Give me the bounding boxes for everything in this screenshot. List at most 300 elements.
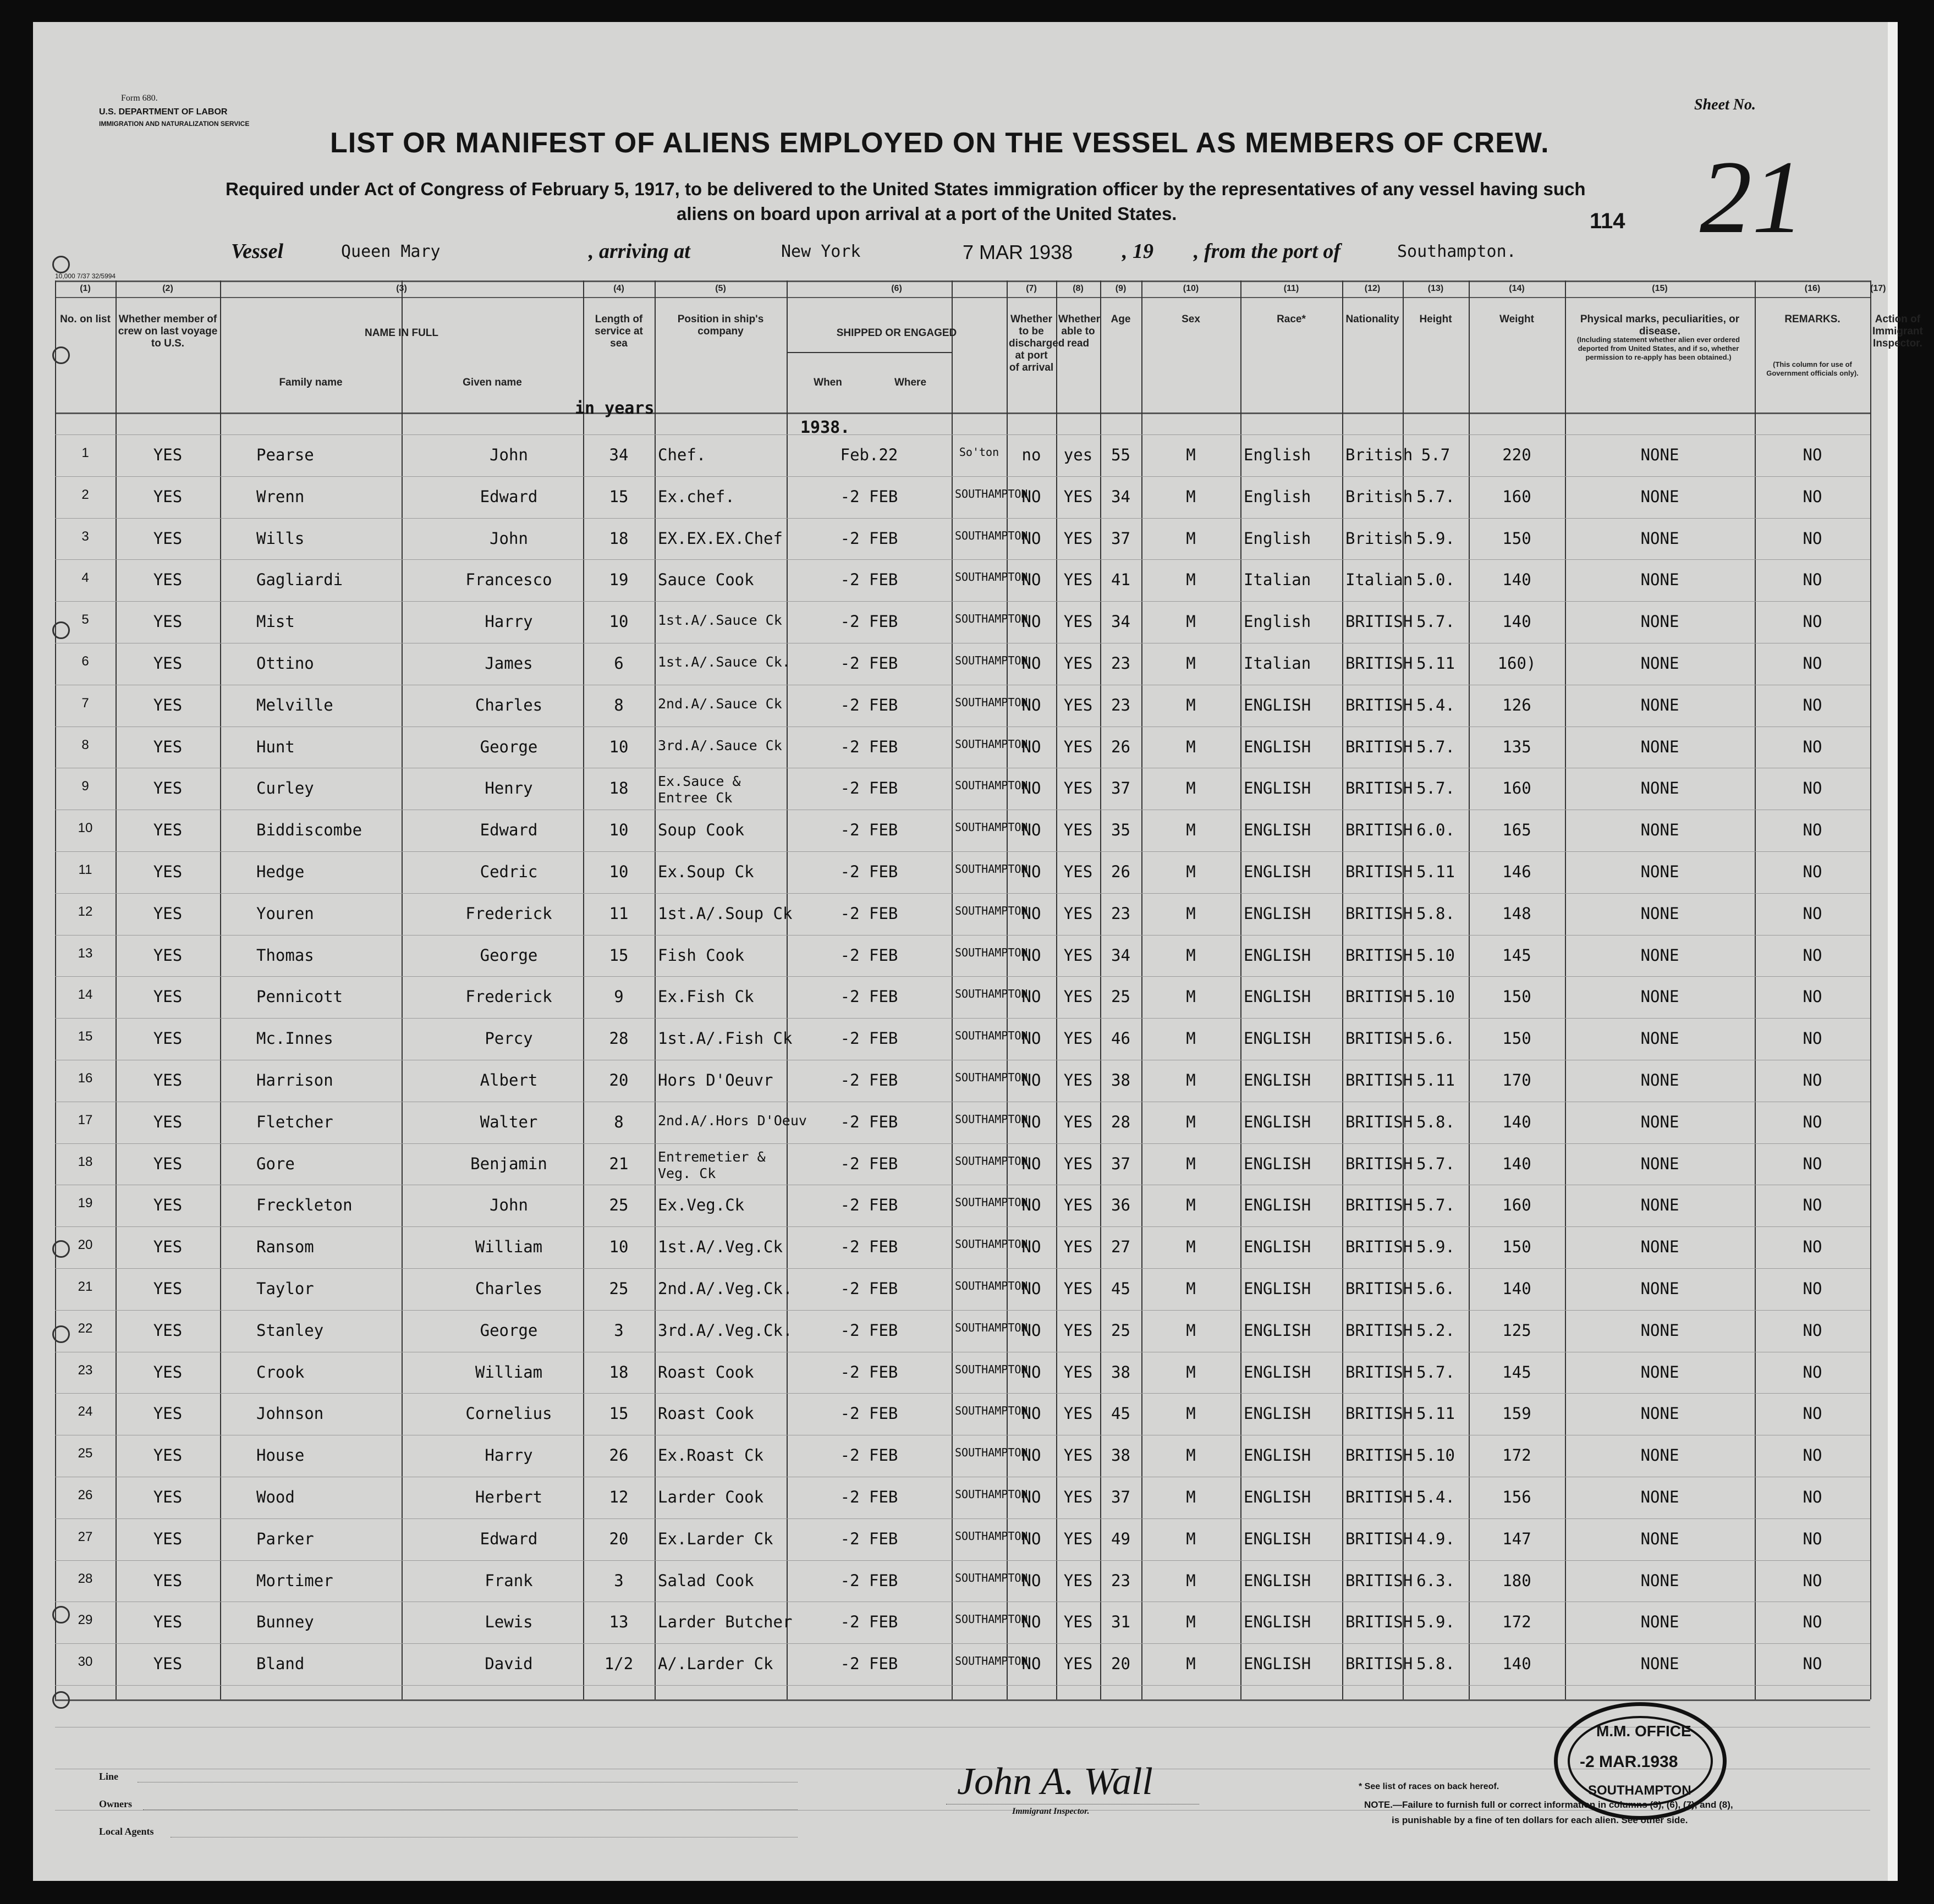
- given-name-header: Given name: [463, 377, 522, 388]
- cell-sex: M: [1186, 1196, 1196, 1215]
- cell-disch: NO: [1021, 1237, 1041, 1257]
- cell-remarks: NO: [1803, 654, 1822, 673]
- cell-where: SOUTHAMPTON: [955, 529, 1028, 542]
- cell-race: ENGLISH: [1244, 987, 1311, 1006]
- cell-age: 45: [1111, 1404, 1130, 1423]
- family-name-header: Family name: [279, 377, 343, 388]
- cell-where: SOUTHAMPTON: [955, 1488, 1028, 1501]
- cell-height: 5.0.: [1416, 570, 1455, 590]
- cell-sex: M: [1186, 1154, 1196, 1173]
- cell-read: YES: [1063, 1237, 1093, 1257]
- cell-height: 5.4.: [1416, 695, 1455, 714]
- column-header: Whether able to read: [1058, 313, 1100, 349]
- cell-disch: NO: [1021, 1279, 1041, 1298]
- cell-age: 27: [1111, 1237, 1130, 1257]
- cell-service: 15: [609, 1404, 629, 1423]
- cell-family: Gore: [256, 1154, 295, 1173]
- cell-no: 3: [81, 529, 89, 544]
- cell-weight: 220: [1502, 445, 1531, 464]
- manifest-subtitle-2: aliens on board upon arrival at a port of the United States.: [677, 203, 1177, 224]
- row-rule: [55, 1143, 1870, 1144]
- cell-read: YES: [1063, 570, 1093, 590]
- cell-nat: BRITISH: [1345, 612, 1413, 631]
- cell-age: 23: [1111, 654, 1130, 673]
- cell-race: ENGLISH: [1244, 1029, 1311, 1048]
- row-rule: [55, 1268, 1870, 1269]
- cell-where: SOUTHAMPTON: [955, 695, 1028, 709]
- cell-weight: 159: [1502, 1404, 1531, 1423]
- cell-given: Walter: [480, 1112, 538, 1131]
- column-rule: [1870, 280, 1871, 1699]
- cell-race: ENGLISH: [1244, 1488, 1311, 1506]
- column-rule: [116, 280, 117, 1699]
- cell-disch: NO: [1021, 695, 1041, 714]
- cell-weight: 145: [1502, 945, 1531, 965]
- cell-nat: BRITISH: [1345, 1404, 1413, 1423]
- cell-read: YES: [1063, 612, 1093, 631]
- cell-position: Ex.Sauce & Entree Ck: [658, 773, 741, 806]
- cell-weight: 146: [1502, 862, 1531, 881]
- cell-race: ENGLISH: [1244, 695, 1311, 714]
- cell-given: Harry: [485, 1446, 533, 1465]
- cell-position: Salad Cook: [658, 1571, 754, 1590]
- column-header: Weight: [1499, 313, 1534, 325]
- cell-marks: NONE: [1640, 487, 1679, 506]
- cell-height: 5.6.: [1416, 1029, 1455, 1048]
- cell-no: 6: [81, 654, 89, 669]
- cell-sex: M: [1186, 1362, 1196, 1382]
- cell-race: ENGLISH: [1244, 1362, 1311, 1382]
- races-note: * See list of races on back hereof.: [1359, 1782, 1499, 1791]
- cell-height: 6.3.: [1416, 1571, 1455, 1590]
- cell-nat: BRITISH: [1345, 1529, 1413, 1548]
- cell-last: YES: [153, 1529, 183, 1548]
- cell-disch: NO: [1021, 1404, 1041, 1423]
- cell-given: Charles: [475, 695, 543, 714]
- cell-read: YES: [1063, 1362, 1093, 1382]
- cell-no: 9: [81, 779, 89, 794]
- cell-sex: M: [1186, 1613, 1196, 1632]
- cell-age: 25: [1111, 987, 1130, 1006]
- cell-where: SOUTHAMPTON: [955, 1613, 1028, 1626]
- cell-sex: M: [1186, 529, 1196, 548]
- cell-marks: NONE: [1640, 737, 1679, 756]
- row-rule: [55, 476, 1870, 477]
- cell-weight: 140: [1502, 1279, 1531, 1298]
- cell-given: Frederick: [465, 987, 552, 1006]
- cell-where: SOUTHAMPTON: [955, 737, 1028, 751]
- cell-sex: M: [1186, 570, 1196, 590]
- cell-position: 2nd.A/.Hors D'Oeuv: [658, 1112, 807, 1129]
- cell-service: 25: [609, 1279, 629, 1298]
- cell-service: 10: [609, 612, 629, 631]
- cell-when: -2 FEB: [840, 1154, 898, 1173]
- cell-given: Harry: [485, 612, 533, 631]
- cell-remarks: NO: [1803, 904, 1822, 923]
- cell-disch: NO: [1021, 1112, 1041, 1131]
- cell-when: -2 FEB: [840, 529, 898, 548]
- cell-disch: NO: [1021, 1613, 1041, 1632]
- cell-where: SOUTHAMPTON: [955, 779, 1028, 793]
- cell-disch: NO: [1021, 1362, 1041, 1382]
- cell-read: YES: [1063, 654, 1093, 673]
- cell-remarks: NO: [1803, 1112, 1822, 1131]
- cell-service: 9: [614, 987, 624, 1006]
- cell-position: Roast Cook: [658, 1362, 754, 1382]
- cell-remarks: NO: [1803, 1320, 1822, 1340]
- cell-read: YES: [1063, 1571, 1093, 1590]
- cell-given: William: [475, 1237, 543, 1257]
- cell-sex: M: [1186, 487, 1196, 506]
- cell-where: SOUTHAMPTON: [955, 487, 1028, 500]
- cell-marks: NONE: [1640, 1071, 1679, 1089]
- arriving-label: , arriving at: [589, 240, 690, 263]
- cell-nat: BRITISH: [1345, 1571, 1413, 1590]
- cell-when: -2 FEB: [840, 737, 898, 756]
- cell-given: David: [485, 1654, 533, 1674]
- cell-marks: NONE: [1640, 779, 1679, 798]
- cell-race: ENGLISH: [1244, 862, 1311, 881]
- cell-service: 20: [609, 1071, 629, 1089]
- cell-family: Harrison: [256, 1071, 333, 1089]
- cell-service: 19: [609, 570, 629, 590]
- cell-read: YES: [1063, 737, 1093, 756]
- cell-family: Mc.Innes: [256, 1029, 333, 1048]
- cell-marks: NONE: [1640, 529, 1679, 548]
- from-port-label: , from the port of: [1194, 240, 1341, 263]
- cell-where: SOUTHAMPTON: [955, 945, 1028, 959]
- cell-disch: NO: [1021, 904, 1041, 923]
- cell-service: 15: [609, 487, 629, 506]
- cell-when: -2 FEB: [840, 1362, 898, 1382]
- cell-remarks: NO: [1803, 987, 1822, 1006]
- cell-last: YES: [153, 1112, 183, 1131]
- column-rule: [952, 280, 953, 1699]
- manifest-sheet: [33, 22, 1923, 1881]
- cell-weight: 160: [1502, 1196, 1531, 1215]
- row-rule: [55, 893, 1870, 894]
- column-number: (14): [1509, 284, 1525, 293]
- cell-remarks: NO: [1803, 570, 1822, 590]
- line-label: Line: [99, 1771, 119, 1782]
- cell-race: Italian: [1244, 570, 1311, 590]
- cell-nat: BRITISH: [1345, 821, 1413, 840]
- cell-when: -2 FEB: [840, 1237, 898, 1257]
- cell-read: YES: [1063, 1654, 1093, 1674]
- punch-hole: [52, 256, 70, 273]
- column-rule: [1755, 280, 1756, 1699]
- cell-position: Chef.: [658, 445, 706, 464]
- cell-given: George: [480, 1320, 538, 1340]
- cell-where: SOUTHAMPTON: [955, 862, 1028, 876]
- cell-service: 1/2: [604, 1654, 634, 1674]
- column-header: Whether to be discharged at port of arrival: [1009, 313, 1065, 373]
- cell-read: YES: [1063, 1488, 1093, 1506]
- cell-disch: NO: [1021, 862, 1041, 881]
- cell-marks: NONE: [1640, 1613, 1679, 1632]
- cell-no: 16: [78, 1071, 93, 1086]
- cell-sex: M: [1186, 779, 1196, 798]
- cell-read: YES: [1063, 945, 1093, 965]
- cell-disch: NO: [1021, 612, 1041, 631]
- cell-marks: NONE: [1640, 612, 1679, 631]
- column-number: (6): [891, 284, 902, 293]
- cell-service: 11: [609, 904, 629, 923]
- cell-no: 10: [78, 821, 93, 836]
- shipped-engaged-divider: [787, 352, 952, 353]
- cell-where: SOUTHAMPTON: [955, 1404, 1028, 1418]
- cell-read: yes: [1063, 445, 1093, 464]
- cell-height: 5.10: [1416, 987, 1455, 1006]
- cell-read: YES: [1063, 987, 1093, 1006]
- cell-where: SOUTHAMPTON: [955, 1237, 1028, 1251]
- cell-marks: NONE: [1640, 987, 1679, 1006]
- cell-given: Benjamin: [470, 1154, 547, 1173]
- fine-note-2: is punishable by a fine of ten dollars for each alien. See other side.: [1392, 1815, 1688, 1825]
- cell-where: So'ton: [959, 445, 999, 459]
- cell-read: YES: [1063, 862, 1093, 881]
- cell-marks: NONE: [1640, 445, 1679, 464]
- cell-last: YES: [153, 1362, 183, 1382]
- cell-marks: NONE: [1640, 904, 1679, 923]
- cell-family: Mortimer: [256, 1571, 333, 1590]
- column-number: (2): [162, 284, 173, 293]
- cell-service: 28: [609, 1029, 629, 1048]
- cell-remarks: NO: [1803, 1237, 1822, 1257]
- cell-height: 5.11: [1416, 654, 1455, 673]
- cell-nat: British: [1345, 529, 1413, 548]
- form-service: IMMIGRATION AND NATURALIZATION SERVICE: [99, 120, 250, 128]
- fine-note-1: NOTE.—Failure to furnish full or correct information in columns (3), (6), (7), and (8),: [1364, 1800, 1733, 1810]
- cell-sex: M: [1186, 695, 1196, 714]
- cell-remarks: NO: [1803, 945, 1822, 965]
- cell-no: 28: [78, 1571, 93, 1586]
- column-rule: [655, 280, 656, 1699]
- cell-when: -2 FEB: [840, 779, 898, 798]
- cell-family: Fletcher: [256, 1112, 333, 1131]
- cell-given: Cornelius: [465, 1404, 552, 1423]
- row-rule: [55, 1518, 1870, 1519]
- cell-family: Wrenn: [256, 487, 305, 506]
- cell-family: Biddiscombe: [256, 821, 362, 840]
- cell-when: -2 FEB: [840, 1654, 898, 1674]
- cell-when: -2 FEB: [840, 1196, 898, 1215]
- cell-no: 23: [78, 1362, 93, 1378]
- punch-hole: [52, 1325, 70, 1343]
- cell-marks: NONE: [1640, 1320, 1679, 1340]
- cell-no: 30: [78, 1654, 93, 1670]
- cell-disch: NO: [1021, 529, 1041, 548]
- cell-nat: BRITISH: [1345, 1446, 1413, 1465]
- cell-service: 10: [609, 1237, 629, 1257]
- column-number: (5): [715, 284, 726, 293]
- row-rule: [55, 1560, 1870, 1561]
- cell-marks: NONE: [1640, 1154, 1679, 1173]
- cell-when: -2 FEB: [840, 1029, 898, 1048]
- cell-remarks: NO: [1803, 862, 1822, 881]
- cell-family: Ottino: [256, 654, 314, 673]
- cell-position: 3rd.A/.Sauce Ck: [658, 737, 782, 753]
- cell-last: YES: [153, 862, 183, 881]
- cell-when: -2 FEB: [840, 612, 898, 631]
- cell-remarks: NO: [1803, 1571, 1822, 1590]
- cell-sex: M: [1186, 1320, 1196, 1340]
- column-rule: [55, 280, 56, 1699]
- column-rule: [1056, 280, 1057, 1699]
- cell-read: YES: [1063, 1613, 1093, 1632]
- cell-no: 5: [81, 612, 89, 628]
- cell-position: 1st.A/.Veg.Ck: [658, 1237, 783, 1257]
- column-number: (1): [80, 284, 91, 293]
- cell-family: Ransom: [256, 1237, 314, 1257]
- cell-race: English: [1244, 529, 1311, 548]
- cell-height: 5.7.: [1416, 1154, 1455, 1173]
- stamp-bottom: SOUTHAMPTON: [1588, 1783, 1691, 1798]
- cell-service: 18: [609, 779, 629, 798]
- cell-no: 8: [81, 737, 89, 752]
- cell-age: 23: [1111, 1571, 1130, 1590]
- cell-disch: NO: [1021, 654, 1041, 673]
- column-rule: [1469, 280, 1470, 1699]
- cell-given: Herbert: [475, 1488, 543, 1506]
- cell-nat: BRITISH: [1345, 1613, 1413, 1632]
- cell-position: Sauce Cook: [658, 570, 754, 590]
- cell-disch: NO: [1021, 737, 1041, 756]
- cell-age: 38: [1111, 1362, 1130, 1382]
- punch-hole: [52, 1606, 70, 1624]
- cell-no: 17: [78, 1112, 93, 1127]
- cell-position: A/.Larder Ck: [658, 1654, 773, 1674]
- column-header: No. on list: [60, 313, 111, 325]
- cell-last: YES: [153, 1654, 183, 1674]
- cell-no: 11: [78, 862, 92, 877]
- cell-family: Pearse: [256, 445, 314, 464]
- cell-height: 6.0.: [1416, 821, 1455, 840]
- cell-last: YES: [153, 1446, 183, 1465]
- cell-position: Ex.Larder Ck: [658, 1529, 773, 1548]
- column-header: SHIPPED OR ENGAGED: [836, 327, 957, 339]
- cell-weight: 140: [1502, 1154, 1531, 1173]
- cell-race: English: [1244, 487, 1311, 506]
- cell-given: Percy: [485, 1029, 533, 1048]
- stamp-date: -2 MAR.1938: [1580, 1753, 1678, 1771]
- cell-weight: 160): [1497, 654, 1536, 673]
- cell-last: YES: [153, 1071, 183, 1089]
- cell-no: 14: [78, 987, 93, 1003]
- cell-race: ENGLISH: [1244, 1571, 1311, 1590]
- cell-sex: M: [1186, 1029, 1196, 1048]
- year-1938-note: 1938.: [800, 418, 850, 437]
- cell-age: 34: [1111, 487, 1130, 506]
- cell-last: YES: [153, 1488, 183, 1506]
- cell-race: ENGLISH: [1244, 821, 1311, 840]
- cell-where: SOUTHAMPTON: [955, 987, 1028, 1001]
- cell-when: -2 FEB: [840, 904, 898, 923]
- column-rule: [1565, 280, 1566, 1699]
- cell-read: YES: [1063, 821, 1093, 840]
- cell-race: ENGLISH: [1244, 779, 1311, 798]
- cell-age: 37: [1111, 1488, 1130, 1506]
- cell-age: 23: [1111, 695, 1130, 714]
- cell-read: YES: [1063, 904, 1093, 923]
- cell-height: 5.7.: [1416, 1362, 1455, 1382]
- cell-sex: M: [1186, 1488, 1196, 1506]
- cell-when: Feb.22: [840, 445, 898, 464]
- cell-position: EX.EX.EX.Chef: [658, 529, 783, 548]
- punch-hole: [52, 621, 70, 639]
- cell-weight: 140: [1502, 612, 1531, 631]
- cell-where: SOUTHAMPTON: [955, 1112, 1028, 1126]
- in-years-note: in years: [575, 399, 655, 418]
- cell-age: 26: [1111, 862, 1130, 881]
- where-header: Where: [894, 377, 927, 388]
- cell-weight: 160: [1502, 779, 1531, 798]
- local-agents-label: Local Agents: [99, 1826, 154, 1837]
- cell-age: 37: [1111, 1154, 1130, 1173]
- cell-sex: M: [1186, 862, 1196, 881]
- cell-no: 26: [78, 1488, 93, 1503]
- cell-where: SOUTHAMPTON: [955, 904, 1028, 917]
- column-number: (16): [1804, 284, 1821, 293]
- cell-when: -2 FEB: [840, 987, 898, 1006]
- cell-when: -2 FEB: [840, 945, 898, 965]
- cell-given: Cedric: [480, 862, 538, 881]
- cell-marks: NONE: [1640, 1571, 1679, 1590]
- cell-where: SOUTHAMPTON: [955, 1446, 1028, 1460]
- column-number: (3): [396, 284, 407, 293]
- cell-age: 46: [1111, 1029, 1130, 1048]
- cell-weight: 150: [1502, 529, 1531, 548]
- cell-when: -2 FEB: [840, 654, 898, 673]
- cell-read: YES: [1063, 1320, 1093, 1340]
- cell-given: Frank: [485, 1571, 533, 1590]
- column-header: REMARKS.: [1784, 313, 1840, 325]
- cell-last: YES: [153, 487, 183, 506]
- mm-office-stamp: [1554, 1702, 1727, 1820]
- cell-position: Fish Cook: [658, 945, 745, 965]
- cell-sex: M: [1186, 945, 1196, 965]
- cell-race: ENGLISH: [1244, 1196, 1311, 1215]
- cell-given: James: [485, 654, 533, 673]
- cell-remarks: NO: [1803, 1196, 1822, 1215]
- cell-service: 8: [614, 695, 624, 714]
- cell-service: 13: [609, 1613, 629, 1632]
- cell-service: 10: [609, 821, 629, 840]
- cell-where: SOUTHAMPTON: [955, 1071, 1028, 1084]
- cell-last: YES: [153, 987, 183, 1006]
- column-number: (7): [1026, 284, 1037, 293]
- cell-weight: 150: [1502, 1029, 1531, 1048]
- cell-no: 4: [81, 570, 89, 586]
- cell-marks: NONE: [1640, 1488, 1679, 1506]
- cell-service: 12: [609, 1488, 629, 1506]
- form-number: Form 680.: [121, 93, 158, 103]
- column-header: NAME IN FULL: [364, 327, 439, 339]
- cell-position: 1st.A/.Fish Ck: [658, 1029, 793, 1048]
- cell-sex: M: [1186, 445, 1196, 464]
- cell-service: 18: [609, 1362, 629, 1382]
- cell-family: Hunt: [256, 737, 295, 756]
- cell-disch: NO: [1021, 779, 1041, 798]
- cell-remarks: NO: [1803, 1404, 1822, 1423]
- cell-read: YES: [1063, 487, 1093, 506]
- cell-race: ENGLISH: [1244, 1404, 1311, 1423]
- row-rule: [55, 1018, 1870, 1019]
- cell-disch: NO: [1021, 1488, 1041, 1506]
- cell-when: -2 FEB: [840, 1488, 898, 1506]
- cell-last: YES: [153, 821, 183, 840]
- cell-race: ENGLISH: [1244, 1237, 1311, 1257]
